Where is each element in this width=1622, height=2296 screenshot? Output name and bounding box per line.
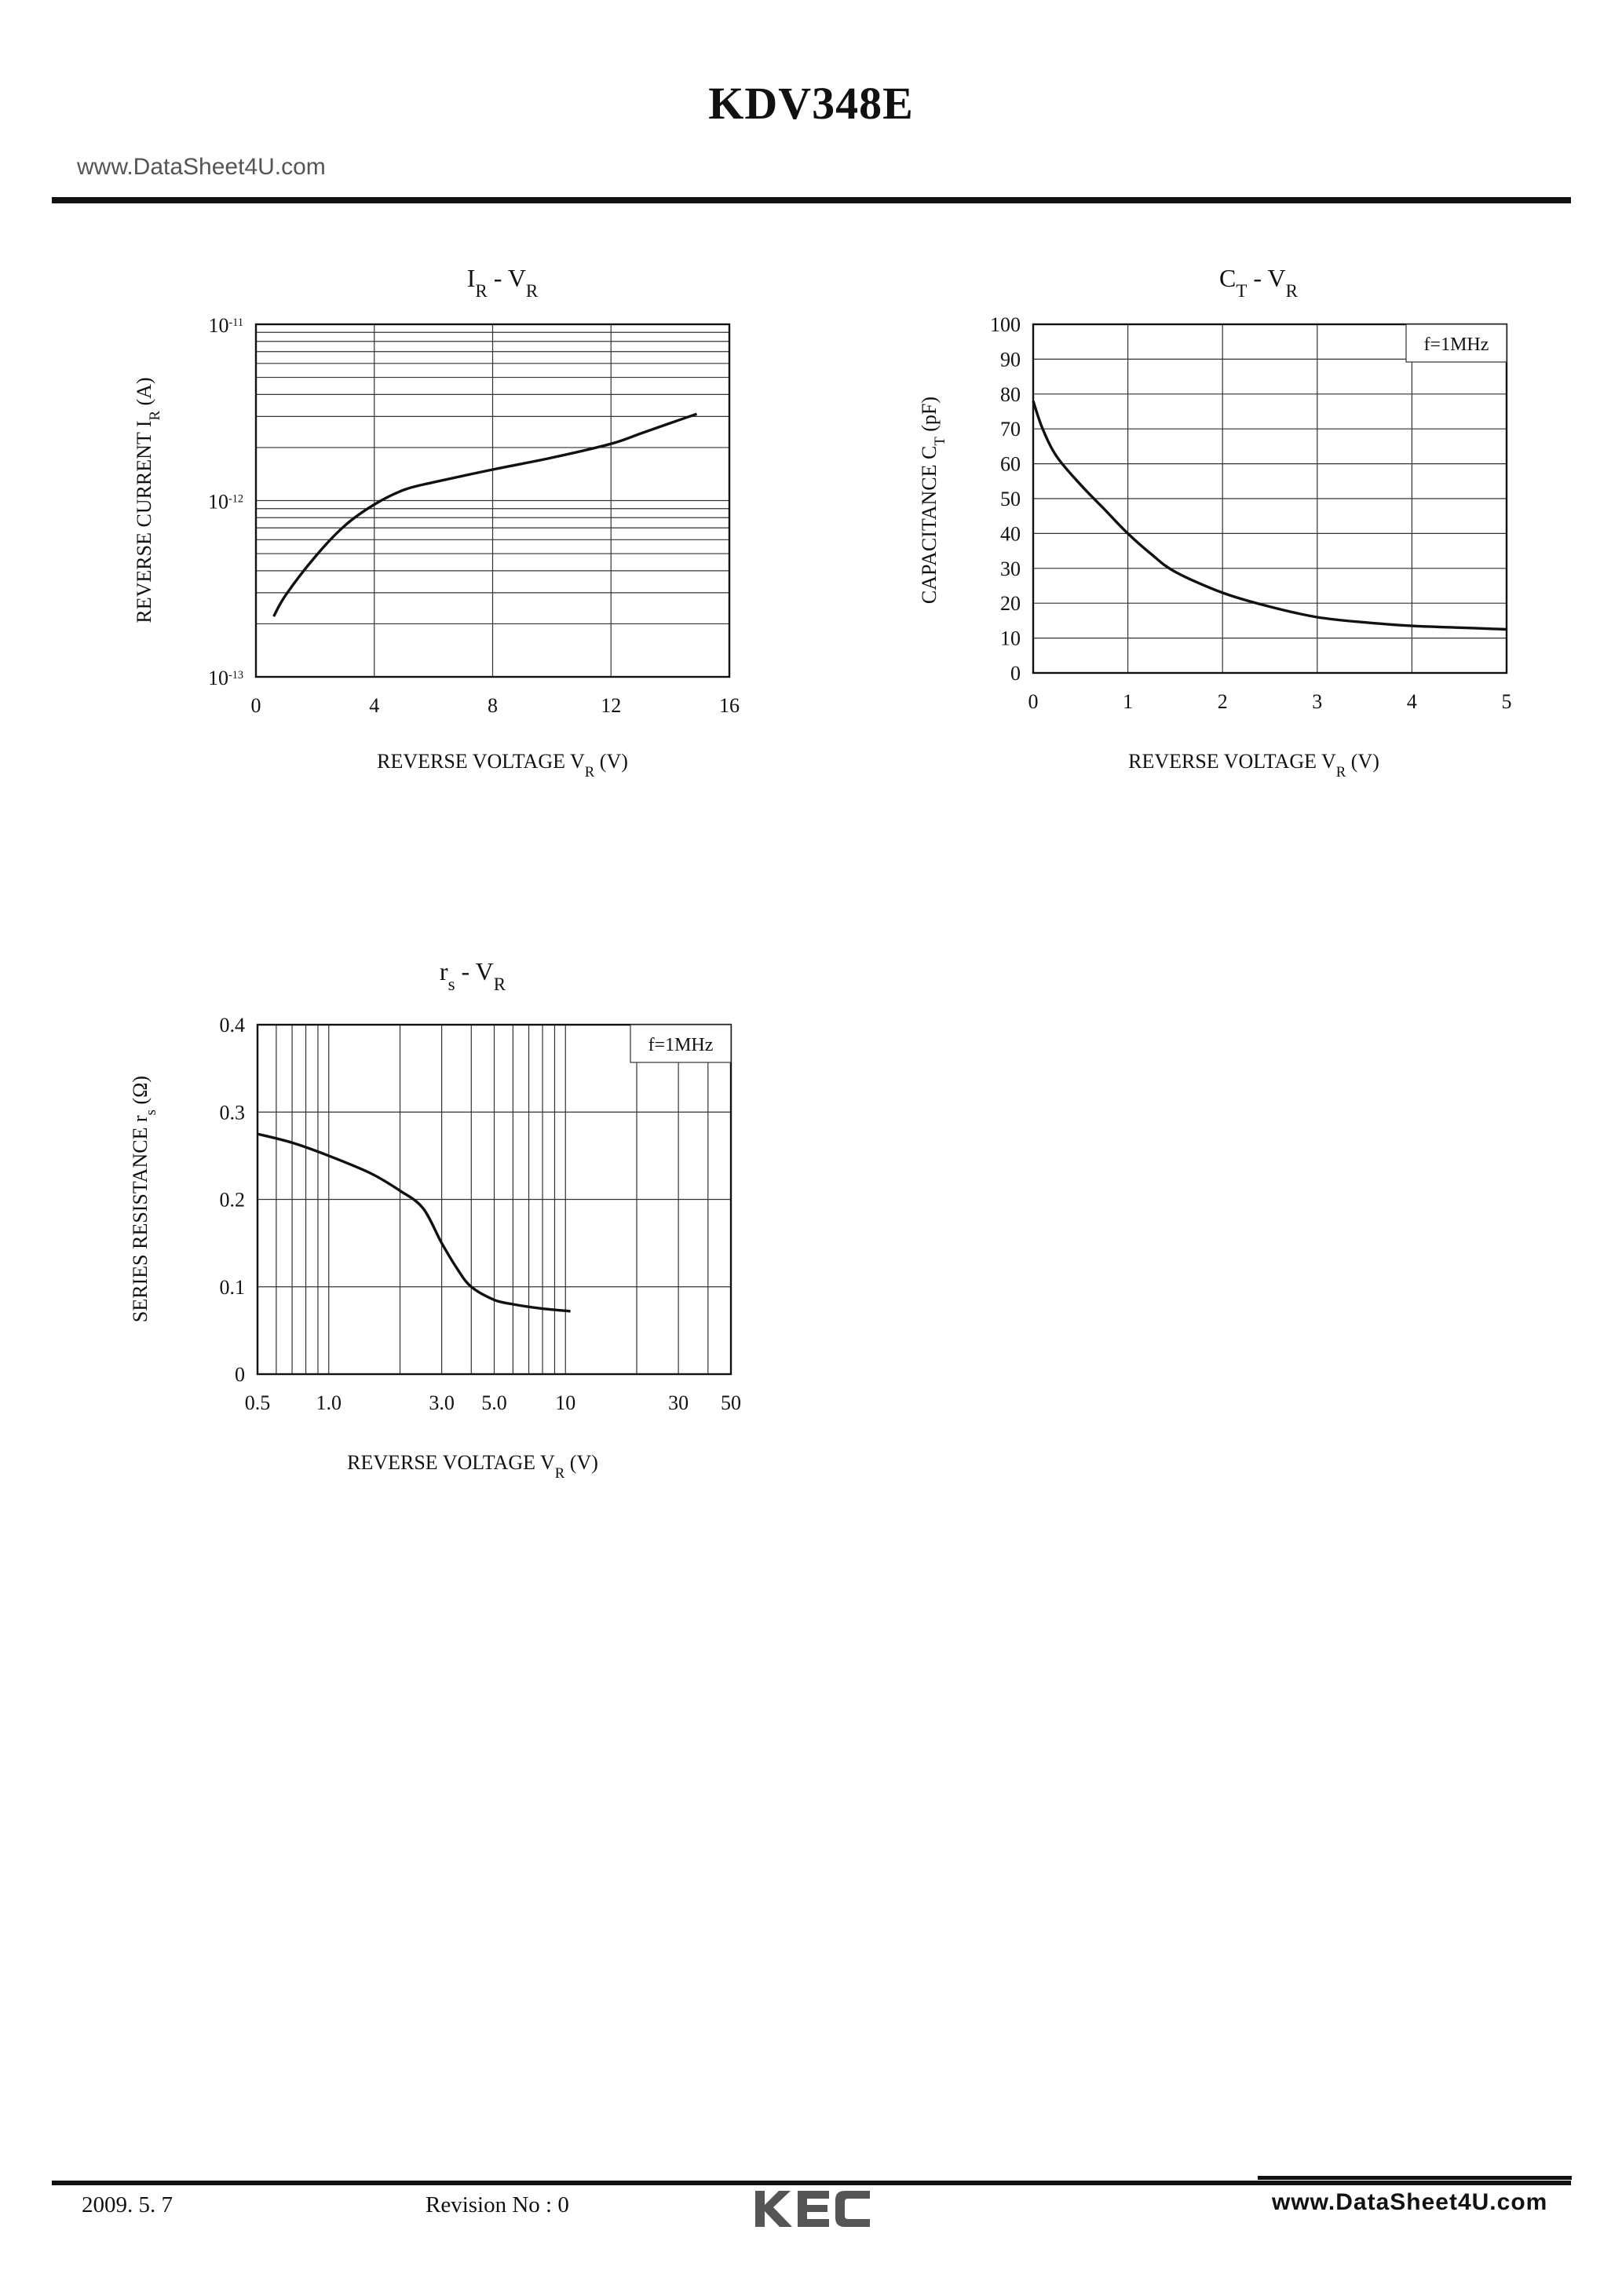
x-tick-label: 3.0 [429,1391,455,1414]
chart-ct-vr [918,264,1512,781]
x-axis-label: REVERSE VOLTAGE $V_R$ (V) [347,1451,598,1482]
x-tick-label: 1.0 [316,1391,342,1414]
y-tick-label: 0.1 [219,1275,245,1299]
y-tick-label: $10^{-11}$ [208,314,243,337]
y-tick-label: 30 [1000,557,1021,580]
chart-ir-vr [133,264,740,781]
x-tick-label: 5 [1501,690,1512,713]
x-tick-label: 0 [1028,690,1039,713]
y-axis-label: SERIES RESISTANCE $r_s$ (Ω) [129,1075,159,1323]
x-tick-label: 4 [1406,690,1417,713]
x-tick-label: 4 [369,694,380,717]
y-tick-label: 0 [1010,662,1021,685]
x-tick-label: 12 [601,694,622,717]
series-line [258,1134,571,1311]
y-tick-label: 60 [1000,452,1021,476]
x-tick-label: 0 [250,694,261,717]
grid-lines [258,1025,731,1374]
chart-rs-vr [129,957,741,1482]
x-tick-label: 2 [1217,690,1228,713]
y-axis-label: REVERSE CURRENT $I_R$ (A) [133,377,163,623]
y-tick-label: 40 [1000,522,1021,546]
x-tick-label: 1 [1123,690,1134,713]
y-tick-label: 80 [1000,382,1021,406]
annotation-label: f=1MHz [648,1035,714,1055]
x-tick-label: 0.5 [244,1391,271,1414]
chart-title: $C_T - V_R$ [1219,264,1298,301]
y-tick-label: 70 [1000,418,1021,441]
site-url[interactable]: www.DataSheet4U.com [77,154,326,180]
grid-lines [256,324,729,677]
y-tick-label: 100 [990,313,1021,336]
x-tick-label: 8 [488,694,498,717]
x-axis-label: REVERSE VOLTAGE $V_R$ (V) [377,750,628,781]
footer-url[interactable]: www.DataSheet4U.com [1272,2189,1548,2215]
y-tick-label: 90 [1000,348,1021,371]
x-tick-label: 5.0 [481,1391,507,1414]
footer-revision: Revision No : 0 [426,2192,569,2217]
footer-divider-accent [1258,2176,1572,2180]
x-tick-label: 3 [1312,690,1323,713]
y-tick-label: 0 [235,1363,245,1386]
chart-title: $r_s - V_R$ [439,957,506,994]
y-tick-label: $10^{-13}$ [207,667,243,689]
grid-lines [1033,324,1507,673]
x-tick-label: 30 [668,1391,689,1414]
x-tick-label: 10 [555,1391,576,1414]
kec-logo [752,2184,878,2232]
y-tick-label: $10^{-12}$ [207,490,243,514]
y-tick-label: 10 [1000,627,1021,650]
y-tick-label: 50 [1000,488,1021,510]
chart-title: $I_R - V_R$ [466,264,539,301]
series-line [274,414,697,616]
x-tick-label: 16 [719,694,740,717]
y-tick-label: 0.2 [219,1188,245,1212]
annotation-label: f=1MHz [1423,335,1489,355]
x-axis-label: REVERSE VOLTAGE $V_R$ (V) [1128,750,1379,781]
footer-date: 2009. 5. 7 [82,2192,173,2217]
y-axis-label: CAPACITANCE $C_T$ (pF) [918,396,948,605]
series-line [1033,401,1507,630]
y-tick-label: 0.4 [219,1014,245,1036]
y-tick-label: 20 [1000,592,1021,616]
y-tick-label: 0.3 [219,1101,245,1124]
x-tick-label: 50 [721,1391,741,1414]
datasheet-title: KDV348E [708,78,914,129]
